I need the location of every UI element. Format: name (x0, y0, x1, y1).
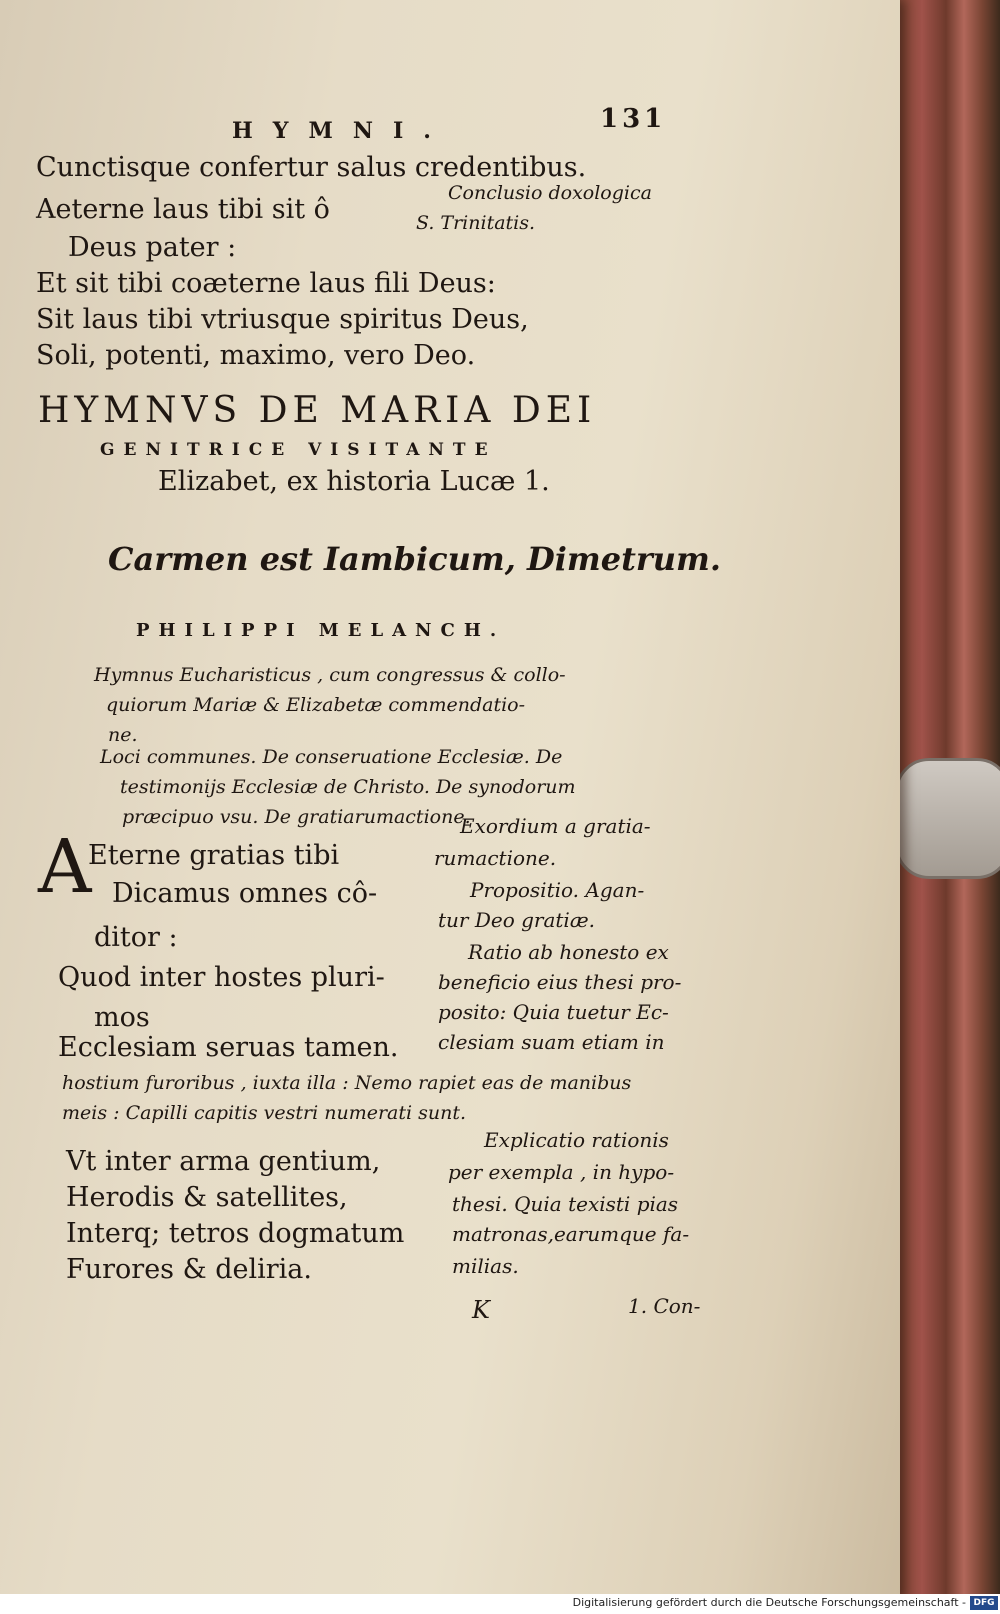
margin-note: rumactione. (434, 846, 557, 870)
margin-note: milias. (452, 1254, 519, 1278)
margin-note: Exordium a gratia- (460, 814, 651, 838)
margin-note: matronas,earumque fa- (452, 1222, 690, 1246)
verse-line: Dicamus omnes cô- (112, 878, 378, 909)
margin-note: posito: Quia tuetur Ec- (438, 1000, 669, 1024)
margin-note: thesi. Quia texisti pias (452, 1192, 679, 1216)
verse-line: Interq; tetros dogmatum (66, 1218, 405, 1249)
running-title: HYMNI. (232, 118, 451, 144)
argument-line: Loci communes. De conseruatione Ecclesiæ. De (100, 746, 563, 768)
verse-line: Herodis & satellites, (66, 1182, 348, 1213)
footer-bar (0, 1594, 1000, 1614)
margin-note: Explicatio rationis (484, 1128, 669, 1152)
verse-line: Cunctisque confertur salus credentibus. (36, 152, 587, 183)
hymn-title-line2: GENITRICE VISITANTE (100, 440, 497, 460)
margin-note: Ratio ab honesto ex (468, 940, 669, 964)
verse-line: Sit laus tibi vtriusque spiritus Deus, (36, 304, 529, 335)
argument-line: testimonijs Ecclesiæ de Christo. De synodorum (120, 776, 576, 798)
verse-line: ditor : (94, 922, 178, 953)
hymn-title: HYMNVS DE MARIA DEI (38, 390, 597, 431)
margin-note: Conclusio doxologica (448, 182, 652, 204)
signature-mark: K (472, 1296, 490, 1324)
argument-line: Hymnus Eucharisticus , cum congressus & collo- (94, 664, 566, 686)
hymn-title-line3: Elizabet, ex historia Lucæ 1. (158, 466, 550, 497)
funding-credit: Digitalisierung gefördert durch die Deutsche Forschungsgemeinschaft - (572, 1596, 966, 1609)
author-heading: PHILIPPI MELANCH. (136, 620, 506, 641)
argument-line: præcipuo vsu. De gratiarumactione. (122, 806, 471, 828)
verse-line: Quod inter hostes pluri- (58, 962, 385, 993)
margin-note: S. Trinitatis. (416, 212, 536, 234)
margin-note: beneficio eius thesi pro- (438, 970, 682, 994)
meter-heading: Carmen est Iambicum, Dimetrum. (108, 540, 721, 578)
margin-note: Propositio. Agan- (470, 878, 645, 902)
argument-line: ne. (108, 724, 138, 746)
verse-line: Furores & deliria. (66, 1254, 312, 1285)
dfg-logo-icon: DFG (970, 1596, 998, 1610)
argument-line: quiorum Mariæ & Elizabetæ commendatio- (106, 694, 526, 716)
verse-line: Eterne gratias tibi (88, 840, 340, 871)
margin-note: tur Deo gratiæ. (438, 908, 595, 932)
verse-line: Et sit tibi coæterne laus fili Deus: (36, 268, 496, 299)
catchword: 1. Con- (628, 1294, 701, 1318)
verse-line: mos (94, 1002, 150, 1033)
verse-line: Aeterne laus tibi sit ô (36, 194, 330, 225)
verse-line: Vt inter arma gentium, (66, 1146, 381, 1177)
margin-note: per exempla , in hypo- (448, 1160, 675, 1184)
continuation-line: meis : Capilli capitis vestri numerati sunt. (62, 1102, 467, 1124)
margin-note: clesiam suam etiam in (438, 1030, 665, 1054)
verse-line: Deus pater : (68, 232, 237, 263)
book-clasp (895, 758, 1000, 879)
verse-line: Soli, potenti, maximo, vero Deo. (36, 340, 476, 371)
verse-line: Ecclesiam seruas tamen. (58, 1032, 399, 1063)
folio-number: 131 (600, 104, 667, 134)
continuation-line: hostium furoribus , iuxta illa : Nemo rapiet eas de manibus (62, 1072, 632, 1094)
drop-cap: A (38, 824, 92, 910)
